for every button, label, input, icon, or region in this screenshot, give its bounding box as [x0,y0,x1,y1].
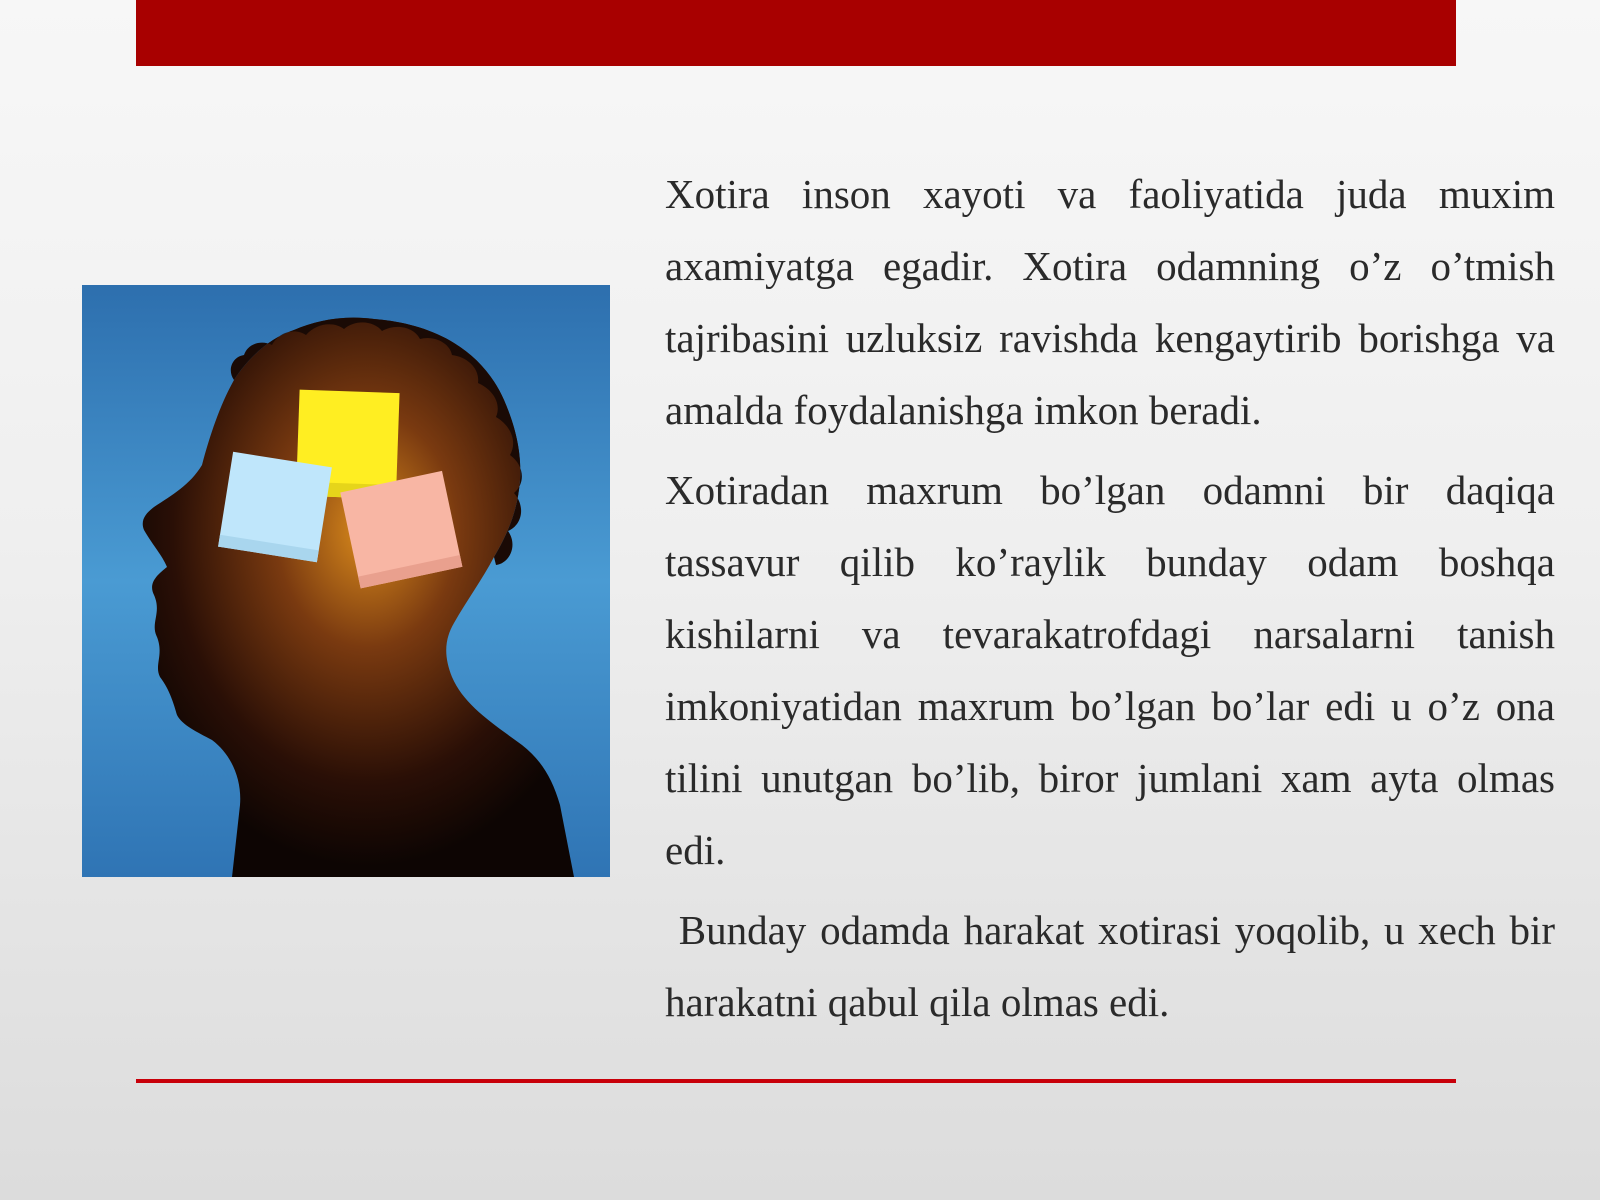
head-silhouette-sticky-notes-icon [82,285,610,877]
paragraph-3: Bunday odamda harakat xotirasi yoqolib, u xech bir harakatni qabul qila olmas edi. [665,907,1566,1025]
memory-illustration-svg [82,285,610,877]
paragraph-2: Xotiradan maxrum bo’lgan odamni bir daqiqa tassavur qilib ko’raylik bunday odam boshqa kishilarni va tevarakatrofdagi narsalarni tanish imkoniyatidan maxrum bo’lgan bo’lar edi u o’z ona tilini unutgan bo’lib, biror jumlani xam ayta olmas edi. [665,467,1555,873]
bottom-accent-rule [136,1079,1456,1083]
body-text [665,158,1566,1046]
top-accent-bar [136,0,1456,66]
paragraph-1: Xotira inson xayoti va faoliyatida juda muxim axamiyatga egadir. Xotira odamning o’z o’tmish tajribasini uzluksiz ravishda kengaytirib borishga va amalda foydalanishga imkon beradi. [665,171,1555,433]
sticky-note-blue [218,452,332,562]
